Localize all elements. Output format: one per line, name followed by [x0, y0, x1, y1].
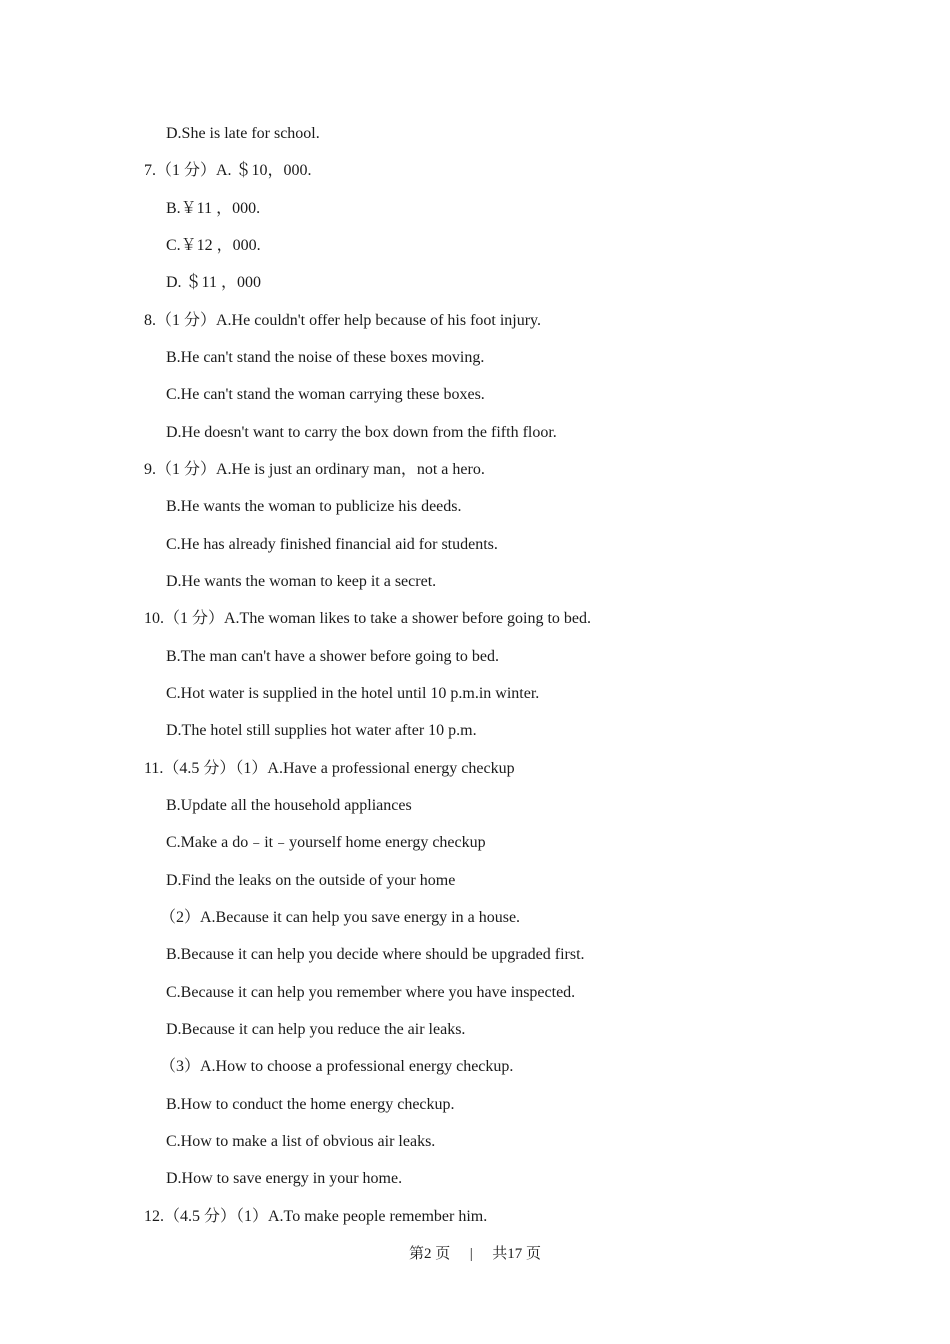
option-line: D. ＄11 ，000: [166, 274, 261, 291]
question-line: 10.（1 分）A.The woman likes to take a shower before going to bed.: [144, 610, 592, 627]
option-line: B.Because it can help you decide where should be upgraded first.: [166, 946, 585, 963]
option-line: D.He doesn't want to carry the box down from the fifth floor.: [166, 424, 557, 441]
question-line: 9.（1 分）A.He is just an ordinary man，not a hero.: [144, 461, 485, 478]
question-line: 12.（4.5 分）（1）A.To make people remember him.: [144, 1208, 488, 1225]
subquestion-line: （2）A.Because it can help you save energy in a house.: [160, 909, 521, 926]
option-line: D.The hotel still supplies hot water after 10 p.m.: [166, 722, 477, 739]
question-line: 11.（4.5 分）（1）A.Have a professional energy checkup: [144, 760, 515, 777]
footer-separator: |: [469, 1246, 473, 1262]
question-line: 8.（1 分）A.He couldn't offer help because of his foot injury.: [144, 312, 542, 329]
option-line: B.He wants the woman to publicize his deeds.: [166, 498, 462, 515]
page-total: 共17 页: [492, 1246, 542, 1262]
option-line: D.She is late for school.: [166, 125, 320, 142]
option-line: C.How to make a list of obvious air leaks.: [166, 1133, 436, 1150]
option-line: D.He wants the woman to keep it a secret.: [166, 573, 437, 590]
option-line: C.￥12 ，000.: [166, 237, 261, 254]
question-line: 7.（1 分）A. ＄10，000.: [144, 162, 312, 179]
option-line: B.The man can't have a shower before going to bed.: [166, 648, 499, 665]
option-line: B.He can't stand the noise of these boxes moving.: [166, 349, 485, 366]
option-line: C.He has already finished financial aid for students.: [166, 536, 498, 553]
option-line: B.Update all the household appliances: [166, 797, 412, 814]
option-line: B.How to conduct the home energy checkup.: [166, 1096, 455, 1113]
subquestion-line: （3）A.How to choose a professional energy checkup.: [160, 1058, 514, 1075]
option-line: C.He can't stand the woman carrying these boxes.: [166, 386, 485, 403]
option-line: D.How to save energy in your home.: [166, 1170, 403, 1187]
option-line: D.Find the leaks on the outside of your home: [166, 872, 456, 889]
option-line: C.Make a do﹣it﹣yourself home energy checkup: [166, 834, 486, 851]
page-footer: [0, 1244, 950, 1264]
page-number: 第2 页: [408, 1246, 451, 1262]
option-line: C.Because it can help you remember where you have inspected.: [166, 984, 576, 1001]
option-line: C.Hot water is supplied in the hotel until 10 p.m.in winter.: [166, 685, 540, 702]
option-line: B.￥11 ，000.: [166, 200, 261, 217]
option-line: D.Because it can help you reduce the air leaks.: [166, 1021, 466, 1038]
